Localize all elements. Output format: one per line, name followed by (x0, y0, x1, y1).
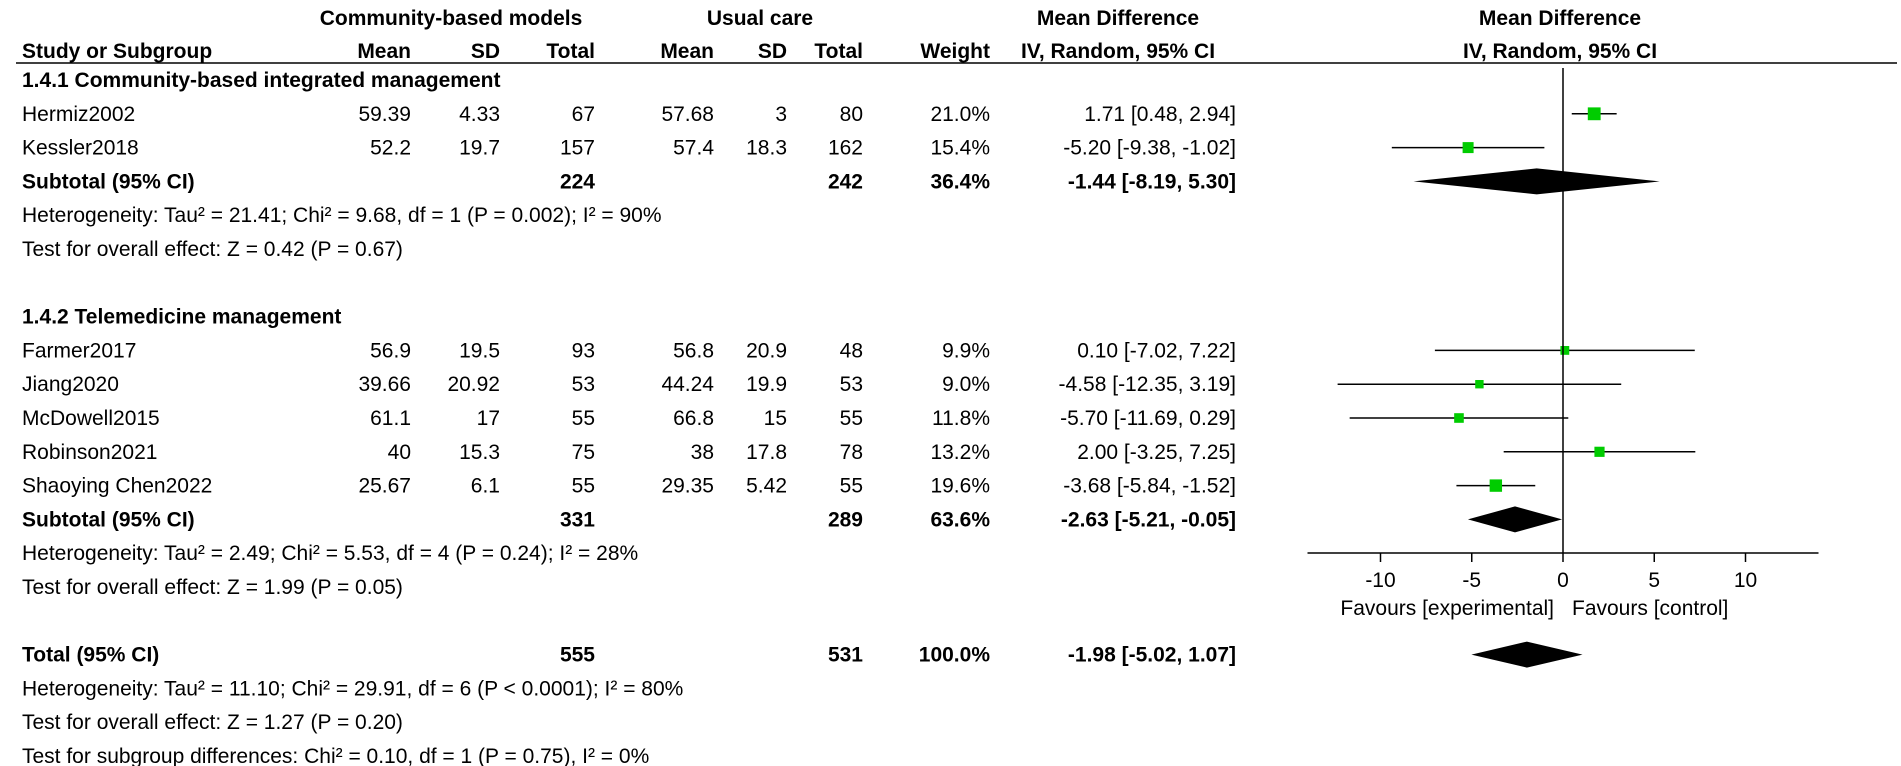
study-name: McDowell2015 (22, 407, 160, 430)
header-mean-exp: Mean (357, 40, 411, 63)
x-tick-label: -10 (1365, 569, 1396, 592)
total-control: 53 (839, 373, 863, 397)
sd-experimental: 19.7 (459, 136, 500, 160)
point-estimate-square (1490, 479, 1502, 491)
sd-control: 17.8 (746, 440, 787, 464)
table-row (22, 441, 1236, 464)
effect-ci: -5.70 [-11.69, 0.29] (1060, 407, 1236, 430)
total-control: 55 (839, 407, 863, 430)
heterogeneity-text: Heterogeneity: Tau² = 2.49; Chi² = 5.53, df = 4 (P = 0.24); I² = 28% (22, 542, 639, 566)
sd-control: 20.9 (746, 339, 787, 363)
total-heterogeneity-text: Heterogeneity: Tau² = 11.10; Chi² = 29.91, df = 6 (P < 0.0001); I² = 80% (22, 677, 684, 701)
plot-area (1308, 68, 1819, 668)
mean-control: 29.35 (661, 474, 714, 498)
total-weight: 100.0% (918, 643, 990, 667)
total-control: 55 (839, 474, 863, 498)
study-name: Jiang2020 (22, 373, 119, 397)
point-estimate-square (1463, 142, 1474, 153)
subtotal-total-control: 242 (827, 170, 863, 194)
mean-experimental: 52.2 (370, 136, 411, 160)
study-name: Farmer2017 (22, 339, 137, 363)
total-experimental: 157 (559, 136, 595, 160)
heterogeneity-text: Heterogeneity: Tau² = 21.41; Chi² = 9.68, df = 1 (P = 0.002); I² = 90% (22, 204, 662, 228)
header-total-ctrl: Total (814, 40, 863, 63)
subtotal-row (22, 508, 1236, 531)
header-mean-ctrl: Mean (660, 40, 714, 63)
header-sd-exp: SD (470, 40, 500, 63)
mean-control: 57.68 (661, 102, 714, 126)
point-estimate-square (1560, 346, 1569, 355)
weight: 19.6% (930, 474, 990, 498)
mean-control: 66.8 (673, 407, 714, 430)
effect-ci: -5.20 [-9.38, -1.02] (1063, 136, 1236, 160)
weight: 15.4% (930, 136, 990, 160)
total-experimental: 75 (571, 440, 595, 464)
total-control: 80 (839, 102, 863, 126)
subgroup-title: 1.4.1 Community-based integrated management (22, 69, 501, 92)
mean-control: 44.24 (661, 373, 714, 397)
subtotal-weight: 36.4% (930, 170, 990, 194)
summary-diamond (1468, 506, 1562, 532)
mean-experimental: 56.9 (370, 339, 411, 363)
subtotal-effect-ci: -1.44 [-8.19, 5.30] (1067, 170, 1236, 194)
subgroup-title: 1.4.2 Telemedicine management (22, 305, 342, 329)
subgroup-differences-text: Test for subgroup differences: Chi² = 0.10, df = 1 (P = 0.75), I² = 0% (22, 745, 650, 766)
subtotal-total-control: 289 (827, 508, 863, 532)
total-total-experimental: 555 (559, 643, 595, 667)
point-estimate-square (1588, 107, 1601, 120)
total-total-control: 531 (827, 643, 863, 667)
sd-experimental: 17 (476, 407, 500, 430)
mean-experimental: 40 (387, 440, 411, 464)
weight: 9.9% (942, 339, 990, 363)
column-headers (16, 7, 1897, 63)
subtotal-row (22, 170, 1236, 193)
weight: 11.8% (932, 407, 990, 430)
mean-control: 56.8 (673, 339, 714, 363)
summary-diamond (1414, 168, 1660, 194)
total-control: 48 (839, 339, 863, 363)
sd-experimental: 15.3 (459, 440, 500, 464)
header-plot-subtitle: IV, Random, 95% CI (1462, 40, 1658, 63)
subtotal-label: Subtotal (95% CI) (22, 508, 195, 532)
sd-control: 18.3 (746, 136, 787, 160)
total-control: 162 (827, 136, 863, 160)
total-experimental: 53 (571, 373, 595, 397)
mean-experimental: 59.39 (358, 102, 411, 126)
x-tick-label: 0 (1557, 569, 1569, 592)
mean-control: 57.4 (673, 136, 714, 160)
weight: 9.0% (942, 373, 990, 397)
total-row (22, 644, 1236, 667)
table-row (22, 373, 1236, 396)
total-overall-effect-text: Test for overall effect: Z = 1.27 (P = 0.20) (22, 711, 403, 735)
study-name: Robinson2021 (22, 440, 158, 464)
x-tick-label: -5 (1462, 569, 1482, 592)
effect-ci: -3.68 [-5.84, -1.52] (1063, 474, 1236, 498)
table-row (22, 407, 1236, 430)
effect-ci: 0.10 [-7.02, 7.22] (1077, 339, 1236, 363)
mean-control: 38 (690, 440, 714, 464)
total-effect-ci: -1.98 [-5.02, 1.07] (1067, 643, 1236, 667)
subtotal-weight: 63.6% (930, 508, 990, 532)
sd-control: 3 (775, 102, 787, 126)
sd-control: 15 (763, 407, 787, 430)
study-name: Shaoying Chen2022 (22, 474, 213, 498)
weight: 13.2% (930, 440, 990, 464)
sd-control: 19.9 (746, 373, 787, 397)
summary-diamond (1471, 642, 1582, 668)
header-plot-title: Mean Difference (1478, 7, 1642, 30)
effect-ci: 1.71 [0.48, 2.94] (1084, 102, 1236, 126)
total-label: Total (95% CI) (22, 643, 160, 667)
effect-ci: 2.00 [-3.25, 7.25] (1077, 440, 1236, 464)
x-tick-label: 5 (1648, 569, 1661, 592)
point-estimate-square (1475, 380, 1483, 388)
favours-control-label: Favours [control] (1572, 597, 1729, 620)
mean-experimental: 61.1 (370, 407, 411, 430)
sd-experimental: 4.33 (459, 102, 500, 126)
weight: 21.0% (930, 102, 990, 126)
sd-control: 5.42 (746, 474, 787, 498)
table-row (22, 103, 1236, 126)
header-weight: Weight (920, 40, 990, 63)
table-row (22, 137, 1236, 160)
mean-experimental: 25.67 (358, 474, 411, 498)
total-control: 78 (839, 440, 863, 464)
total-experimental: 55 (571, 474, 595, 498)
sd-experimental: 19.5 (459, 339, 500, 363)
header-group-experimental: Community-based models (319, 7, 583, 30)
x-tick-label: 10 (1733, 569, 1758, 592)
favours-experimental-label: Favours [experimental] (1340, 597, 1554, 620)
header-total-exp: Total (546, 40, 595, 63)
subtotal-effect-ci: -2.63 [-5.21, -0.05] (1060, 508, 1236, 532)
header-study: Study or Subgroup (22, 40, 213, 63)
point-estimate-square (1454, 413, 1464, 423)
header-sd-ctrl: SD (757, 40, 787, 63)
header-group-control: Usual care (706, 7, 814, 30)
subtotal-total-experimental: 224 (559, 170, 595, 194)
sd-experimental: 6.1 (470, 474, 500, 498)
subtotal-total-experimental: 331 (559, 508, 595, 532)
study-name: Kessler2018 (22, 136, 139, 160)
subtotal-label: Subtotal (95% CI) (22, 170, 195, 194)
overall-effect-text: Test for overall effect: Z = 1.99 (P = 0.05) (22, 576, 403, 599)
point-estimate-square (1594, 447, 1604, 457)
sd-experimental: 20.92 (447, 373, 500, 397)
total-experimental: 67 (571, 102, 595, 126)
total-experimental: 55 (571, 407, 595, 430)
study-name: Hermiz2002 (22, 102, 136, 126)
overall-effect-text: Test for overall effect: Z = 0.42 (P = 0.67) (22, 238, 403, 261)
header-effect-subtitle: IV, Random, 95% CI (1020, 40, 1216, 63)
effect-ci: -4.58 [-12.35, 3.19] (1058, 373, 1236, 397)
mean-experimental: 39.66 (358, 373, 411, 397)
table-row (22, 475, 1236, 498)
total-experimental: 93 (571, 339, 595, 363)
table-row (22, 339, 1236, 362)
table-rows (22, 69, 1236, 766)
header-effect-title: Mean Difference (1036, 7, 1200, 30)
